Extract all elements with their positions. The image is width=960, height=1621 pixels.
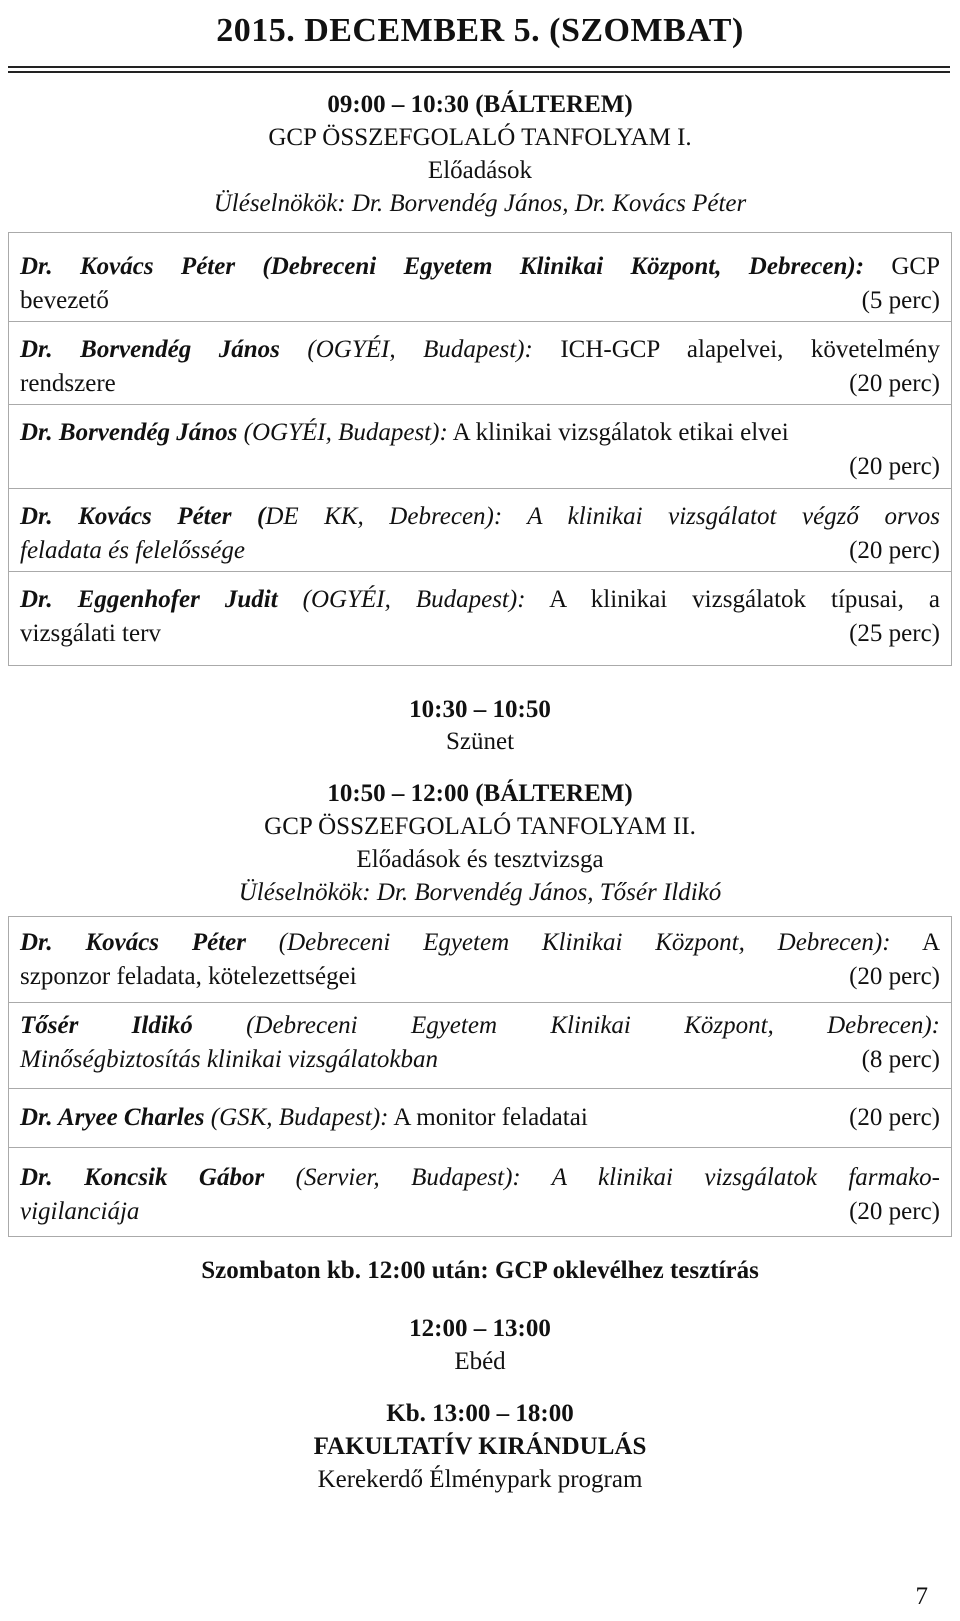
- affiliation: (Servier, Budapest): A klinikai vizsgálatok farmako-: [295, 1164, 941, 1191]
- talk-entry: [20, 926, 940, 994]
- divider: [8, 1088, 952, 1089]
- talk-title: bevezető: [20, 287, 109, 314]
- break-time: 10:30 – 10:50: [409, 696, 551, 723]
- divider: [8, 404, 952, 405]
- talk-entry: [20, 333, 940, 401]
- speaker: Dr. Koncsik Gábor: [20, 1164, 265, 1191]
- talk-title: szponzor feladata, kötelezettségei: [20, 963, 357, 990]
- talk-title: rendszere: [20, 370, 116, 397]
- title-rule: [8, 66, 950, 68]
- talk-title: GCP: [891, 253, 941, 280]
- session2-type: Előadások és tesztvizsga: [356, 846, 604, 873]
- speaker: Dr. Kovács Péter (: [20, 503, 266, 530]
- divider: [8, 571, 952, 572]
- duration: (20 perc): [849, 1198, 940, 1225]
- duration: (25 perc): [849, 620, 940, 647]
- duration: (20 perc): [849, 453, 940, 480]
- talk-entry: [20, 416, 940, 484]
- affiliation: (Debreceni Egyetem Klinikai Központ, Debrecen):: [278, 929, 891, 956]
- affiliation: DE KK, Debrecen): A klinikai vizsgálatot végző orvos: [265, 503, 940, 530]
- talk-entry: [20, 250, 940, 318]
- talk-entry: [20, 1161, 940, 1229]
- affiliation: (OGYÉI, Budapest):: [243, 419, 448, 446]
- divider: [8, 1147, 952, 1148]
- speaker: Dr. Borvendég János: [20, 419, 238, 446]
- lunch-time: 12:00 – 13:00: [409, 1315, 551, 1342]
- talk-title: vigilanciája: [20, 1198, 140, 1225]
- session1-time: 09:00 – 10:30 (BÁLTEREM): [327, 91, 633, 118]
- talk-entry: [20, 1009, 940, 1077]
- duration: (20 perc): [849, 1104, 940, 1131]
- excursion-program: Kerekerdő Élménypark program: [317, 1466, 643, 1493]
- session2-chairs: Üléselnökök: Dr. Borvendég János, Tősér Ildikó: [238, 879, 722, 906]
- affiliation: (OGYÉI, Budapest):: [307, 336, 533, 363]
- affiliation: (Debreceni Egyetem Klinikai Központ, Debrecen):: [246, 1012, 941, 1039]
- talk-title: A klinikai vizsgálatok típusai, a: [549, 586, 941, 613]
- duration: (8 perc): [861, 1046, 940, 1073]
- talk-entry: [20, 1101, 940, 1135]
- speaker: Dr. Kovács Péter: [20, 929, 246, 956]
- session2-time: 10:50 – 12:00 (BÁLTEREM): [327, 780, 633, 807]
- excursion-title: FAKULTATÍV KIRÁNDULÁS: [313, 1433, 647, 1460]
- test-note: Szombaton kb. 12:00 után: GCP oklevélhez tesztírás: [201, 1257, 759, 1284]
- page-number: 7: [915, 1583, 928, 1610]
- talk-entry: [20, 500, 940, 568]
- affiliation: (Debreceni Egyetem Klinikai Központ, Debrecen):: [262, 253, 865, 280]
- talk-entry: [20, 583, 940, 651]
- speaker: Dr. Borvendég János: [20, 336, 280, 363]
- excursion-time: Kb. 13:00 – 18:00: [386, 1400, 574, 1427]
- break-label: Szünet: [445, 728, 515, 755]
- divider: [8, 1002, 952, 1003]
- duration: (20 perc): [849, 537, 940, 564]
- talk-title: A: [921, 929, 941, 956]
- talk-title: Minőségbiztosítás klinikai vizsgálatokban: [20, 1046, 439, 1073]
- speaker: Tősér Ildikó: [20, 1012, 193, 1039]
- affiliation: (GSK, Budapest):: [210, 1104, 389, 1131]
- session1-chairs: Üléselnökök: Dr. Borvendég János, Dr. Kovács Péter: [213, 190, 747, 217]
- duration: (20 perc): [849, 370, 940, 397]
- speaker: Dr. Kovács Péter: [20, 253, 236, 280]
- speaker: Dr. Aryee Charles: [20, 1104, 205, 1131]
- affiliation: (OGYÉI, Budapest):: [302, 586, 526, 613]
- divider: [8, 488, 952, 489]
- lunch-label: Ebéd: [454, 1348, 506, 1375]
- duration: (20 perc): [849, 963, 940, 990]
- session1-type: Előadások: [427, 157, 533, 184]
- title-rule: [8, 71, 950, 73]
- speaker: Dr. Eggenhofer Judit: [20, 586, 278, 613]
- session2-name: GCP ÖSSZEFGOLALÓ TANFOLYAM II.: [264, 813, 696, 840]
- duration: (5 perc): [861, 287, 940, 314]
- divider: [8, 321, 952, 322]
- session1-name: GCP ÖSSZEFGOLALÓ TANFOLYAM I.: [268, 124, 692, 151]
- talk-title: A monitor feladatai: [393, 1104, 588, 1131]
- talk-title: ICH-GCP alapelvei, követelmény: [560, 336, 941, 363]
- talk-title: A klinikai vizsgálatok etikai elvei: [452, 419, 789, 446]
- page-title: 2015. DECEMBER 5. (SZOMBAT): [216, 12, 744, 49]
- talk-title: vizsgálati terv: [20, 620, 161, 647]
- talk-title: feladata és felelőssége: [20, 537, 245, 564]
